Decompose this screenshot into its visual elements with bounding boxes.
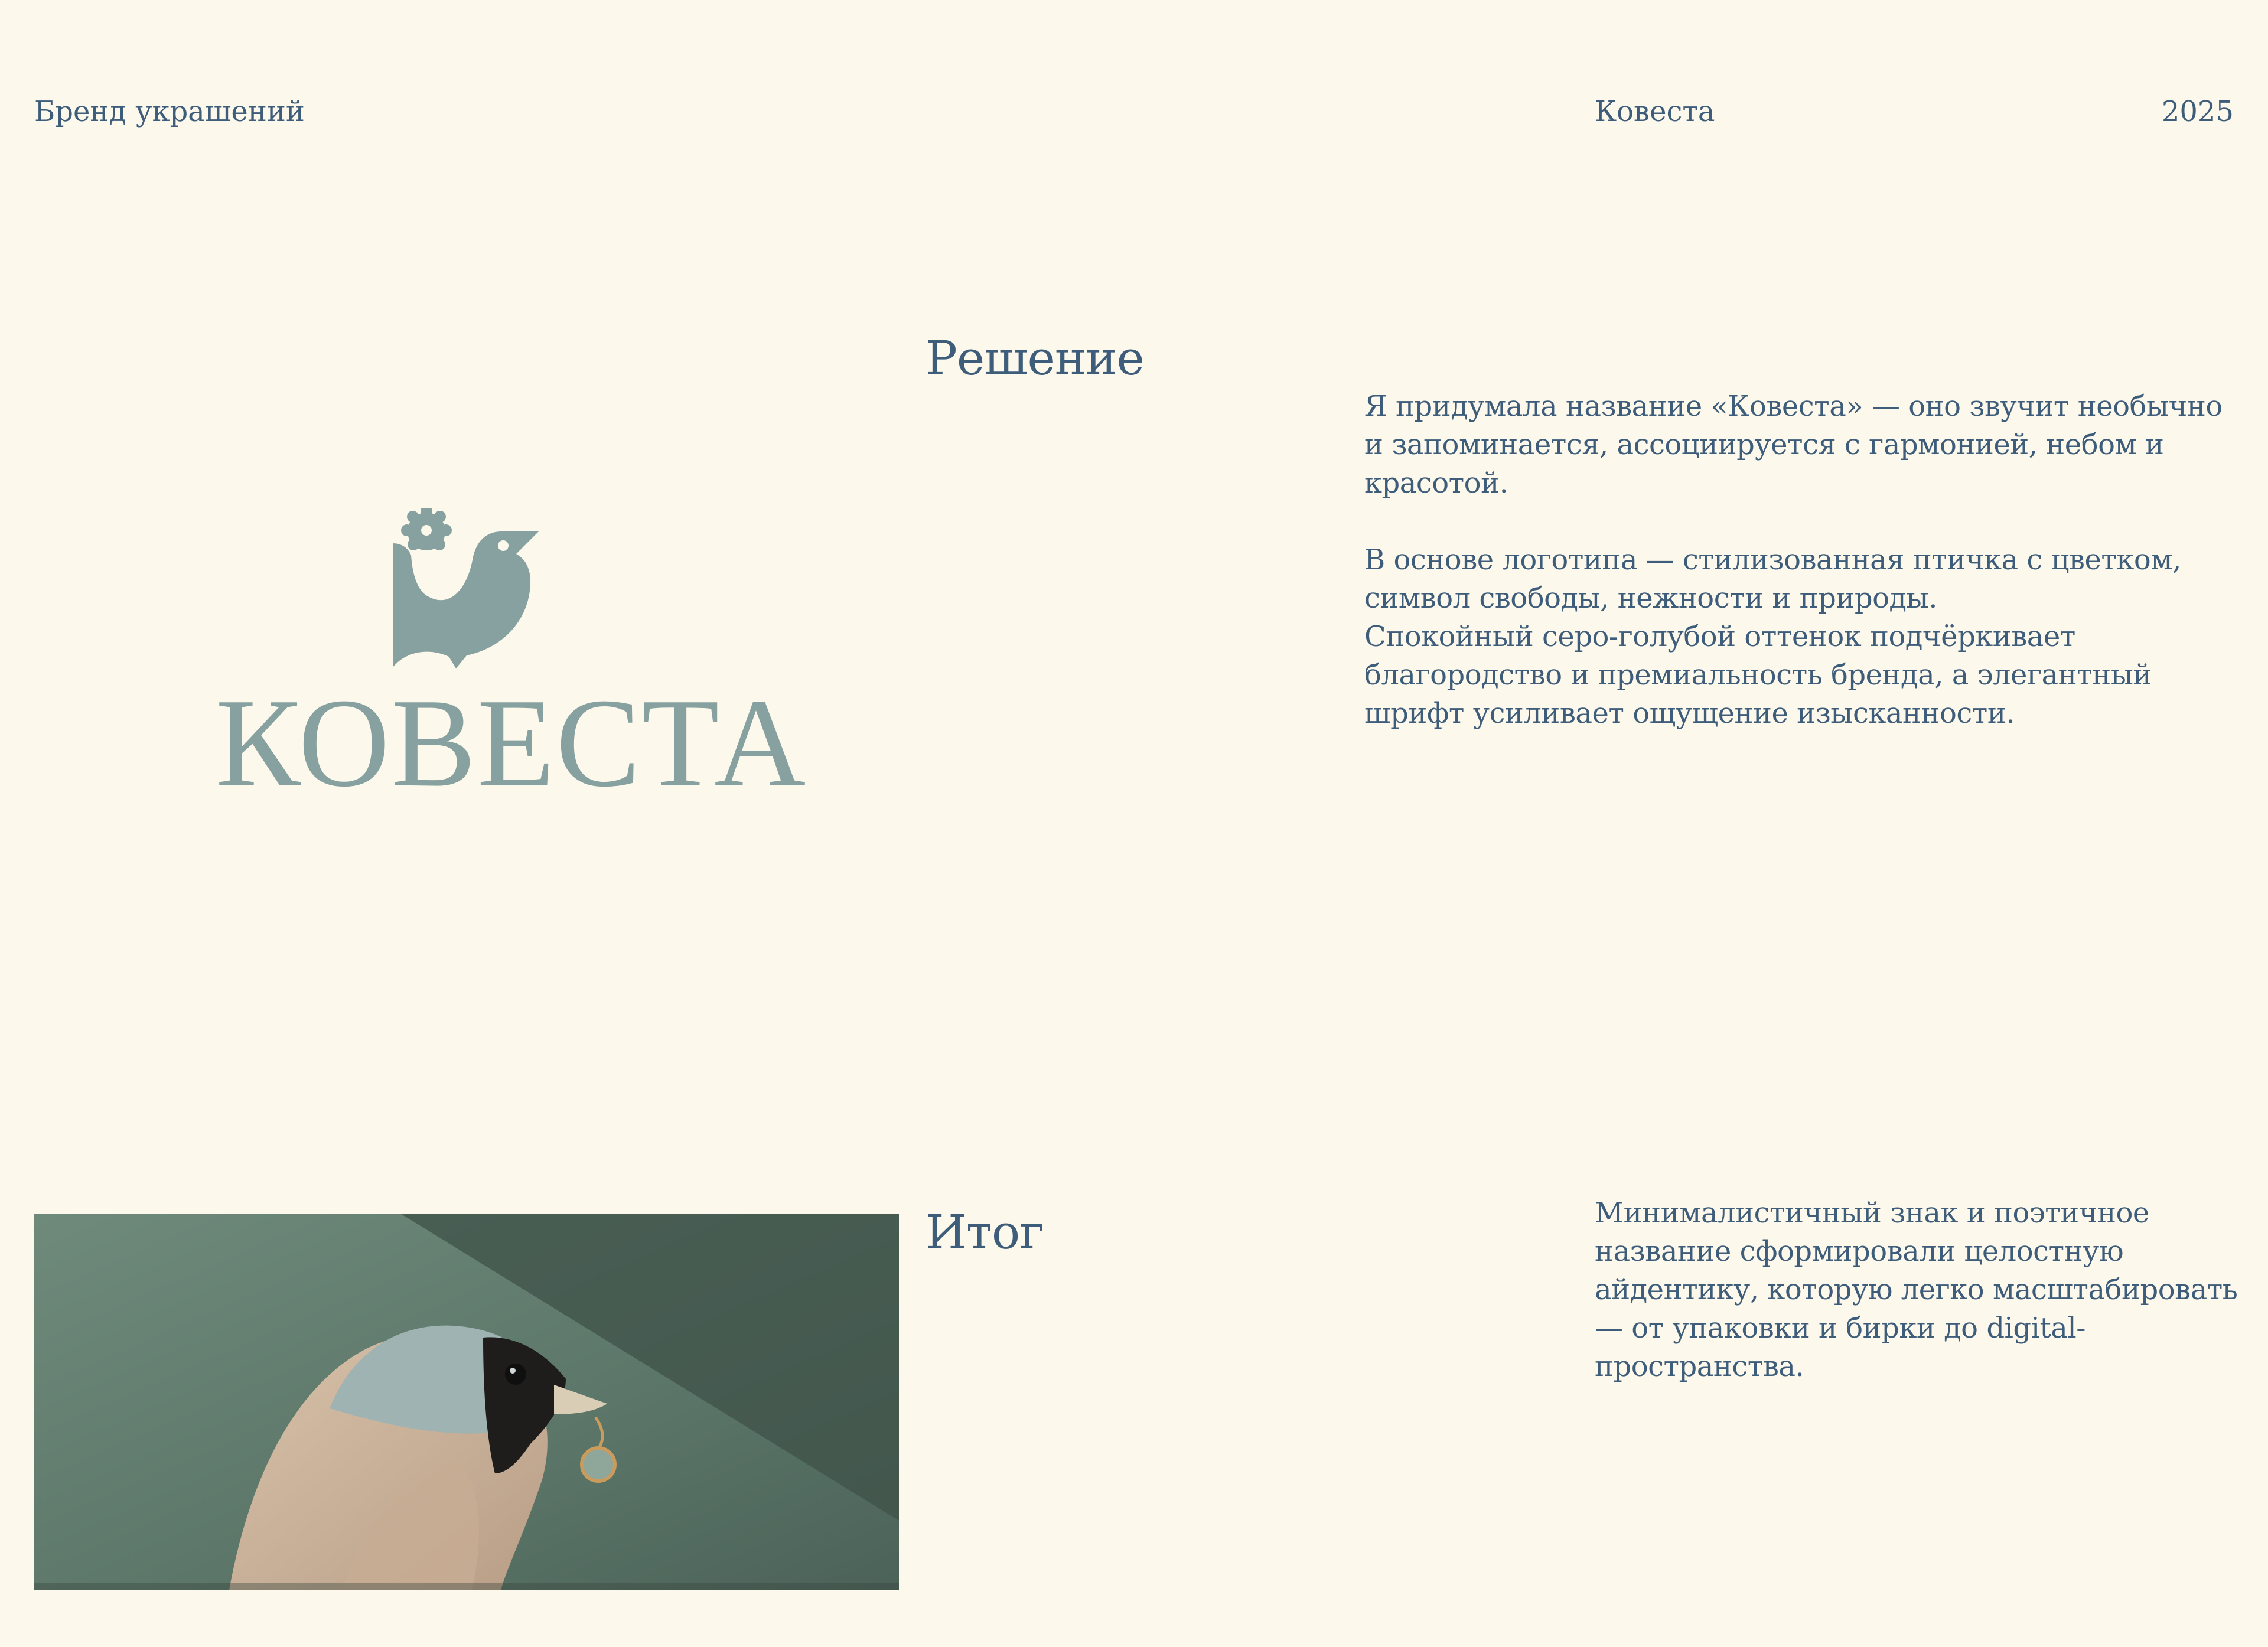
solution-paragraph-1: Я придумала название «Ковеста» — оно звучит необычно и запоминается, ассоциируется с гармонией, небом и красотой. bbox=[1364, 390, 2223, 500]
category-label: Бренд украшений bbox=[34, 95, 305, 128]
bird-with-flower-icon bbox=[390, 508, 543, 673]
year-label: 2025 bbox=[2161, 95, 2234, 128]
logo-wordmark: КОВЕСТА bbox=[216, 672, 807, 813]
solution-paragraph-3: Спокойный серо-голубой оттенок подчёркивает благородство и премиальность бренда, а элегантный шрифт усиливает ощущение изысканности. bbox=[1364, 620, 2152, 730]
result-title: Итог bbox=[926, 1205, 1044, 1260]
solution-text bbox=[1364, 387, 2238, 733]
solution-paragraph-2: В основе логотипа — стилизованная птичка с цветком, символ свободы, нежности и природы. bbox=[1364, 543, 2181, 615]
solution-title: Решение bbox=[926, 331, 1144, 386]
brand-label: Ковеста bbox=[1595, 95, 1715, 128]
result-paragraph: Минималистичный знак и поэтичное название сформировали целостную айдентику, которую легко масштабировать — от упаковки и бирки до digital-пространства. bbox=[1595, 1196, 2238, 1383]
finch-with-ring-photo bbox=[34, 1214, 899, 1590]
result-text bbox=[1595, 1194, 2238, 1386]
